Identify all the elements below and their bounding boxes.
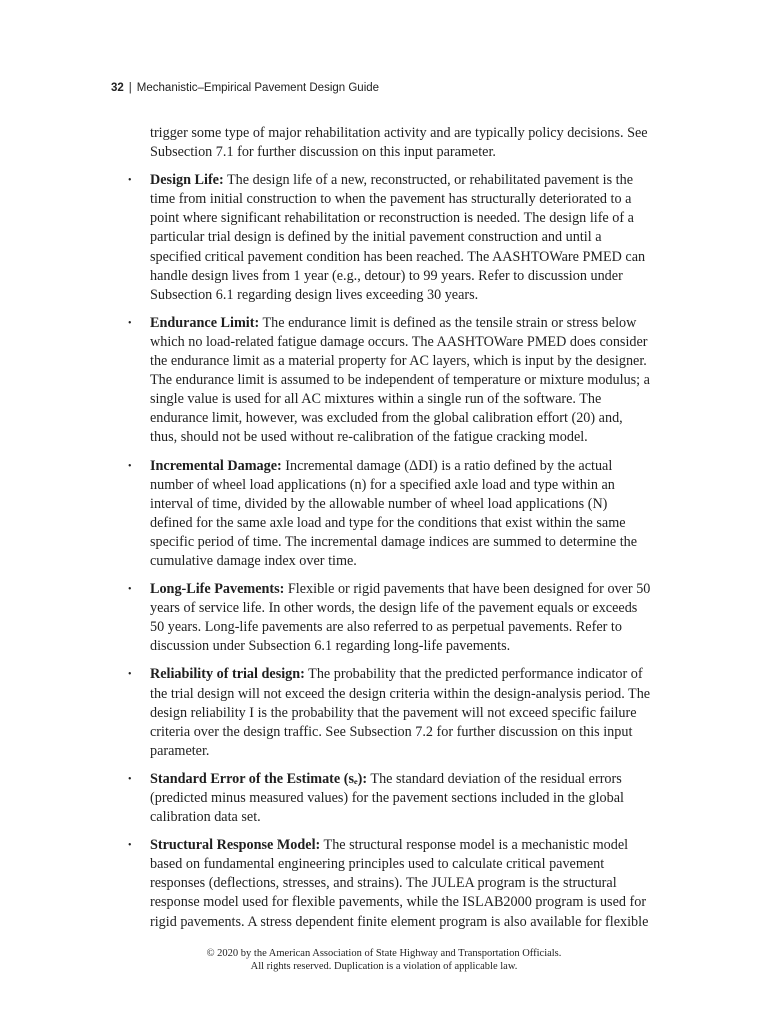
body-text — [128, 124, 652, 941]
definition-term: Standard Error of the Estimate (sₑ): — [150, 770, 368, 787]
definition-term: Incremental Damage: — [150, 457, 282, 474]
bullet-icon: • — [128, 317, 132, 329]
definition-item — [128, 836, 652, 931]
bullet-icon: • — [128, 175, 132, 187]
bullet-icon: • — [128, 840, 132, 852]
definition-text: Incremental damage (ΔDI) is a ratio defined by the actual number of wheel load applications (n) for a specified axle load and type within an interval of time, divided by the allowable number of wheel load applications (N) defined for the same axle load and type for the conditions that exist within the same specific period of time. The incremental damage indices are summed to determine the cumulative damage index over time. — [150, 457, 638, 569]
definition-item — [128, 171, 652, 305]
definition-item — [128, 457, 652, 572]
definition-text: The design life of a new, reconstructed, or rehabilitated pavement is the time from initial construction to when the pavement has structurally deteriorated to a point where significant rehabilitation or reconstruction is needed. The design life of a particular trial design is defined by the initial pavement construction and until a specified critical pavement condition has been reached. The AASHTOWare PMED can handle design lives from 1 year (e.g., detour) to 99 years. Refer to discussion under Subsection 6.1 regarding design lives exceeding 30 years. — [150, 172, 646, 303]
footer-line-2: All rights reserved. Duplication is a violation of applicable law. — [250, 961, 518, 972]
definition-text: The structural response model is a mechanistic model based on fundamental engineering principles used to calculate critical pavement responses (deflections, stresses, and strains). The JULEA program is the structural response model used for flexible pavements, while the ISLAB2000 program is used for rigid pavements. A stress dependent finite element program is also available for flexible — [150, 837, 649, 930]
copyright-footer — [0, 947, 768, 973]
footer-line-1: © 2020 by the American Association of State Highway and Transportation Officials. — [206, 948, 562, 959]
definition-term: Reliability of trial design: — [150, 666, 305, 683]
definition-text: The standard deviation of the residual errors (predicted minus measured values) for the pavement sections included in the global calibration data set. — [150, 770, 624, 826]
definition-item — [128, 665, 652, 760]
definition-term: Long-Life Pavements: — [150, 581, 285, 598]
definition-text: The probability that the predicted performance indicator of the trial design will not exceed the design criteria within the design-analysis period. The design reliability I is the probability that the pavement will not exceed specific failure criteria over the design traffic. See Subsection 7.2 for further discussion on this input parameter. — [150, 666, 651, 759]
definition-item — [128, 314, 652, 448]
bullet-icon: • — [128, 669, 132, 681]
header-separator: | — [128, 82, 132, 94]
definition-term: Design Life: — [150, 172, 224, 189]
definition-list — [128, 171, 652, 931]
header-title: Mechanistic–Empirical Pavement Design Guide — [136, 82, 380, 94]
definition-term: Endurance Limit: — [150, 314, 260, 331]
intro-paragraph: trigger some type of major rehabilitation activity and are typically policy decisions. See Subsection 7.1 for further discussion on this input parameter. — [150, 125, 648, 161]
definition-item — [128, 580, 652, 656]
definition-text: The endurance limit is defined as the tensile strain or stress below which no load-related fatigue damage occurs. The AASHTOWare PMED does consider the endurance limit as a material property for AC layers, which is input by the designer. The endurance limit is assumed to be independent of temperature or mixture modulus; a single value is used for all AC mixtures within a single run of the software. The endurance limit, however, was excluded from the global calibration effort (20) and, thus, should not be used without re-calibration of the fatigue cracking model. — [150, 314, 650, 446]
bullet-icon: • — [128, 460, 132, 472]
running-header — [111, 82, 379, 94]
bullet-icon: • — [128, 584, 132, 596]
definition-text: Flexible or rigid pavements that have been designed for over 50 years of service life. In other words, the design life of the pavement equals or exceeds 50 years. Long-life pavements are also referred to as perpetual pavements. Refer to discussion under Subsection 6.1 regarding long-life pavements. — [150, 581, 651, 655]
bullet-icon: • — [128, 773, 132, 785]
definition-term: Structural Response Model: — [150, 837, 321, 854]
definition-item — [128, 770, 652, 827]
page-number: 32 — [111, 82, 124, 94]
